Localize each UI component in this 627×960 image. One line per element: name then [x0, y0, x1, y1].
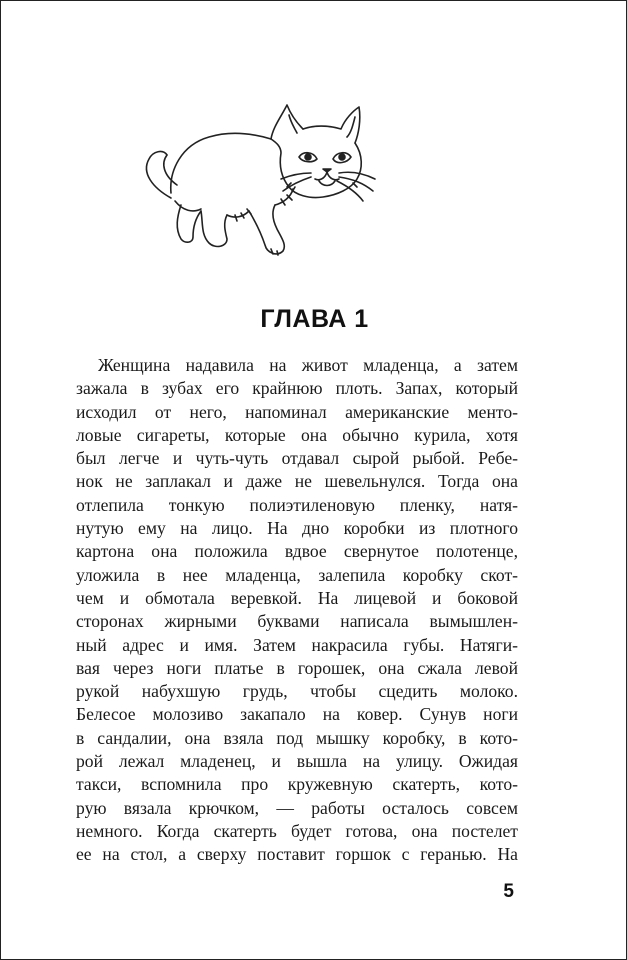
text-line: нок не заплакал и даже не шевельнулся. Тогда она — [76, 471, 518, 492]
text-line: в сандалии, она взяла под мышку коробку, в кото- — [76, 727, 518, 748]
text-line: вая через ноги платье в горошек, она сжала левой — [76, 657, 518, 678]
text-line: исходил от него, напоминал американские менто- — [76, 401, 518, 422]
text-line: чем и обмотала веревкой. На лицевой и боковой — [76, 587, 518, 608]
text-line: ее на стол, а сверху поставит горшок с геранью. На — [76, 844, 518, 865]
text-line: ловые сигареты, которые она обычно курила, хотя — [76, 424, 518, 445]
page-number: 5 — [503, 881, 514, 902]
text-line: ный адрес и имя. Затем накрасила губы. Натяги- — [76, 634, 518, 655]
text-line: рую вязала крючком, — работы осталось совсем — [76, 797, 518, 818]
text-line: нутую ему на лицо. На дно коробки из плотного — [76, 518, 518, 539]
text-line: такси, вспомнила про кружевную скатерть, кото- — [76, 774, 518, 795]
text-line: рой лежал младенец, и вышла на улицу. Ожидая — [76, 751, 518, 772]
text-line: Женщина надавила на живот младенца, а затем — [98, 355, 518, 375]
chapter-title: ГЛАВА 1 — [260, 305, 369, 333]
kitten-illustration-icon — [131, 93, 381, 268]
text-line: рукой набухшую грудь, чтобы сцедить молоко. — [76, 681, 518, 702]
text-line: немного. Когда скатерть будет готова, она постелет — [76, 820, 518, 841]
text-line: сторонах жирными буквами написала вымышлен- — [76, 611, 518, 632]
text-line: уложила в нее младенца, залепила коробку скот- — [76, 564, 518, 585]
text-line: Белесое молозиво закапало на ковер. Сунув ноги — [76, 704, 518, 725]
text-line: зажала в зубах его крайнюю плоть. Запах, который — [76, 378, 518, 399]
chapter-body-text — [76, 354, 518, 867]
text-line: картона она положила вдвое свернутое полотенце, — [76, 541, 518, 562]
text-line: был легче и чуть-чуть отдавал сырой рыбой. Ребе- — [76, 448, 518, 469]
text-line: отлепила тонкую полиэтиленовую пленку, натя- — [76, 494, 518, 515]
